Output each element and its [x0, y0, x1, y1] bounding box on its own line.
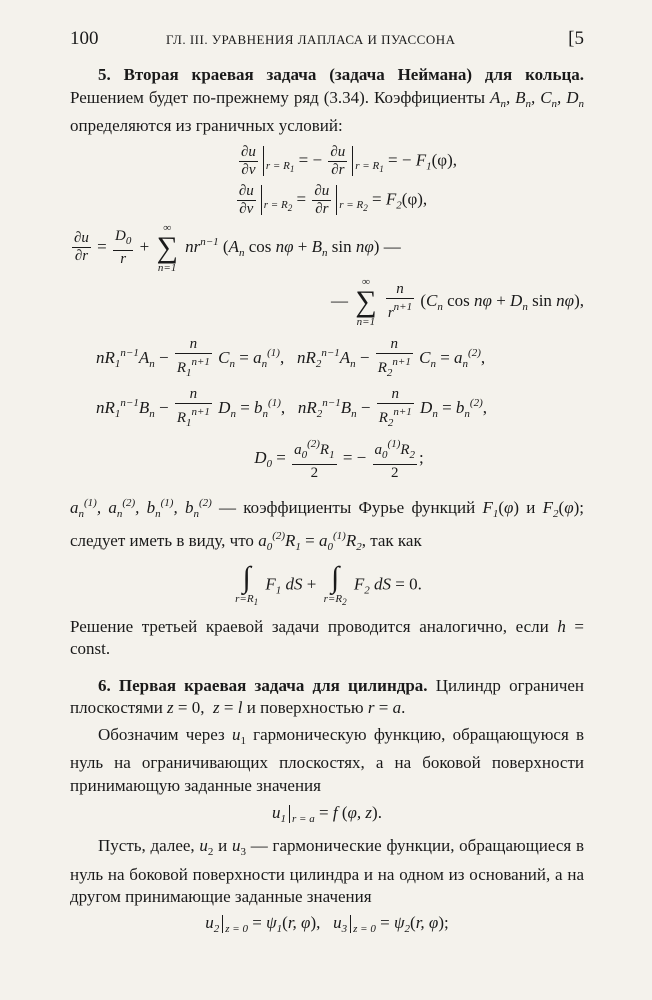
boundary-condition-1: $\frac{\partial u}{\partial\nu}$ $_{r = R_1}$ = − $\frac{\partial u}{\partial r}$ $_{r = R_1}$ = − $F_1(\varphi)$, [240, 143, 458, 178]
para2-text-b: гармоническую функцию, обращающуюся в нуль на ограничивающих плоскостях, а на боковой поверхности принимающую заданные значения [70, 724, 584, 795]
radial-derivative-series: $\frac{\partial u}{\partial r}$ = $\frac{D_0}{r}$ + ∞ ∑ n=1 $nr^{n-1}$ ($A_n$ $\cos n\varphi + B_n$ sin nφ) — [74, 221, 401, 274]
fourier-coefficients-note: $a_n^{(1)}$, $a_n^{(2)}$, $b_n^{(1)}$, $b_n^{(2)}$ — коэффициенты Фурье функций $F_1(\varphi)$ и $F_2(\varphi)$; следует иметь в виду, что $a_0^{(2)}R_1 = a_0^{(1)}R_2$, так как [70, 496, 584, 553]
so-text: так как [370, 531, 422, 550]
section-mark: [5 [568, 28, 584, 49]
section-6-text-b: и поверхностью [246, 698, 364, 718]
coefficient-equations-2: $nR_1^{n-1}B_n$ − $\frac{n}{R_1^{n+1}}$ $D_n = b_n^{(1)}$, $nR_2^{n-1}B_n$ − $\frac{n}{R_2^{n+1}}$ $D_n = b_n^{(2)}$, [96, 385, 487, 429]
para3-text-a: Пусть, далее, [98, 836, 195, 856]
section-6-paragraph-2: Обозначим через $u_1$ гармоническую функцию, обращающуюся в нуль на ограничивающих плоскостях, а на боковой поверхности принимающую заданные значения [70, 724, 584, 795]
book-page [70, 22, 584, 935]
page-number: 100 [70, 28, 99, 49]
section-6-paragraph-3: Пусть, далее, $u_2$ и $u_3$ — гармонические функции, обращающиеся в нуль на боковой поверхности цилиндра и на одном из оснований, а на другом принимающие заданные значения [70, 836, 585, 907]
integral-condition: ∫ $r=R_1$ $F_1$ dS + ∫ $r=R_2$ $F_2$ dS = 0. [235, 560, 422, 607]
section-5-text-b: определяются из граничных условий: [70, 116, 343, 135]
u1-boundary-equation: $u_1$ $_{r = a}$ = f (φ, z). [272, 803, 382, 826]
third-problem-text: Решение третьей краевой задачи проводится аналогично, если [70, 616, 549, 636]
fourier-text: — коэффициенты Фурье функций [219, 497, 476, 517]
section-5-paragraph: 5. Вторая краевая задача (задача Неймана) для кольца. Решением будет по-прежнему ряд (3.34). Коэффициенты $A_n$, $B_n$, $C_n$, $D_n$ определяются из граничных условий: [70, 65, 585, 135]
consider-text: следует иметь в виду, что [70, 531, 254, 550]
para3-text-b: — гармонические функции, обращающиеся в нуль на боковой поверхности цилиндра и на одном из оснований, а на другом принимающие заданные значения [70, 836, 585, 907]
running-title: ГЛ. III. УРАВНЕНИЯ ЛАПЛАСА И ПУАССОНА [166, 32, 456, 47]
boundary-condition-2: $\frac{\partial u}{\partial\nu}$ $_{r = R_2}$ = $\frac{\partial u}{\partial r}$ $_{r = R_2} = F_2(\varphi)$, [238, 182, 428, 217]
section-5-text-a: Решением будет по-прежнему ряд (3.34). Коэффициенты [70, 87, 486, 107]
section-6-paragraph: 6. Первая краевая задача для цилиндра. Цилиндр ограничен плоскостями z = 0, z = l и поверхностью r = a. [70, 675, 585, 718]
section-6-text-a: Цилиндр ограничен плоскостями [70, 675, 585, 718]
running-header [70, 22, 584, 52]
coefficient-equations-1: $nR_1^{n-1}A_n$ − $\frac{n}{R_1^{n+1}}$ $C_n = a_n^{(1)}$, $nR_2^{n-1}A_n$ − $\frac{n}{R_2^{n+1}}$ $C_n = a_n^{(2)}$, [96, 335, 486, 379]
u2-u3-boundary-equations: $u_2$ $_{z = 0} = \psi_1(r$, φ), $u_3$ $_{z = 0} = \psi_2(r$, φ); [205, 912, 449, 935]
radial-derivative-series-cont: — ∞ ∑ n=1 $\frac{n}{r^{n+1}}$ ($C_n$ $\cos n\varphi + D_n$ sin nφ), [330, 275, 584, 328]
para2-text: Обозначим через [98, 724, 225, 744]
section-5-heading: 5. Вторая краевая задача (задача Неймана) для кольца. [98, 65, 584, 84]
third-problem-note: Решение третьей краевой задачи проводится аналогично, если h = const. [70, 616, 585, 659]
para3-and: и [218, 836, 228, 856]
section-6-heading: 6. Первая краевая задача для цилиндра. [98, 675, 428, 695]
d0-equation: $D_0$ = $\frac{a_0^{(2)}R_1}{2}$ = − $\frac{a_0^{(1)}R_2}{2}$ ; [254, 437, 424, 481]
